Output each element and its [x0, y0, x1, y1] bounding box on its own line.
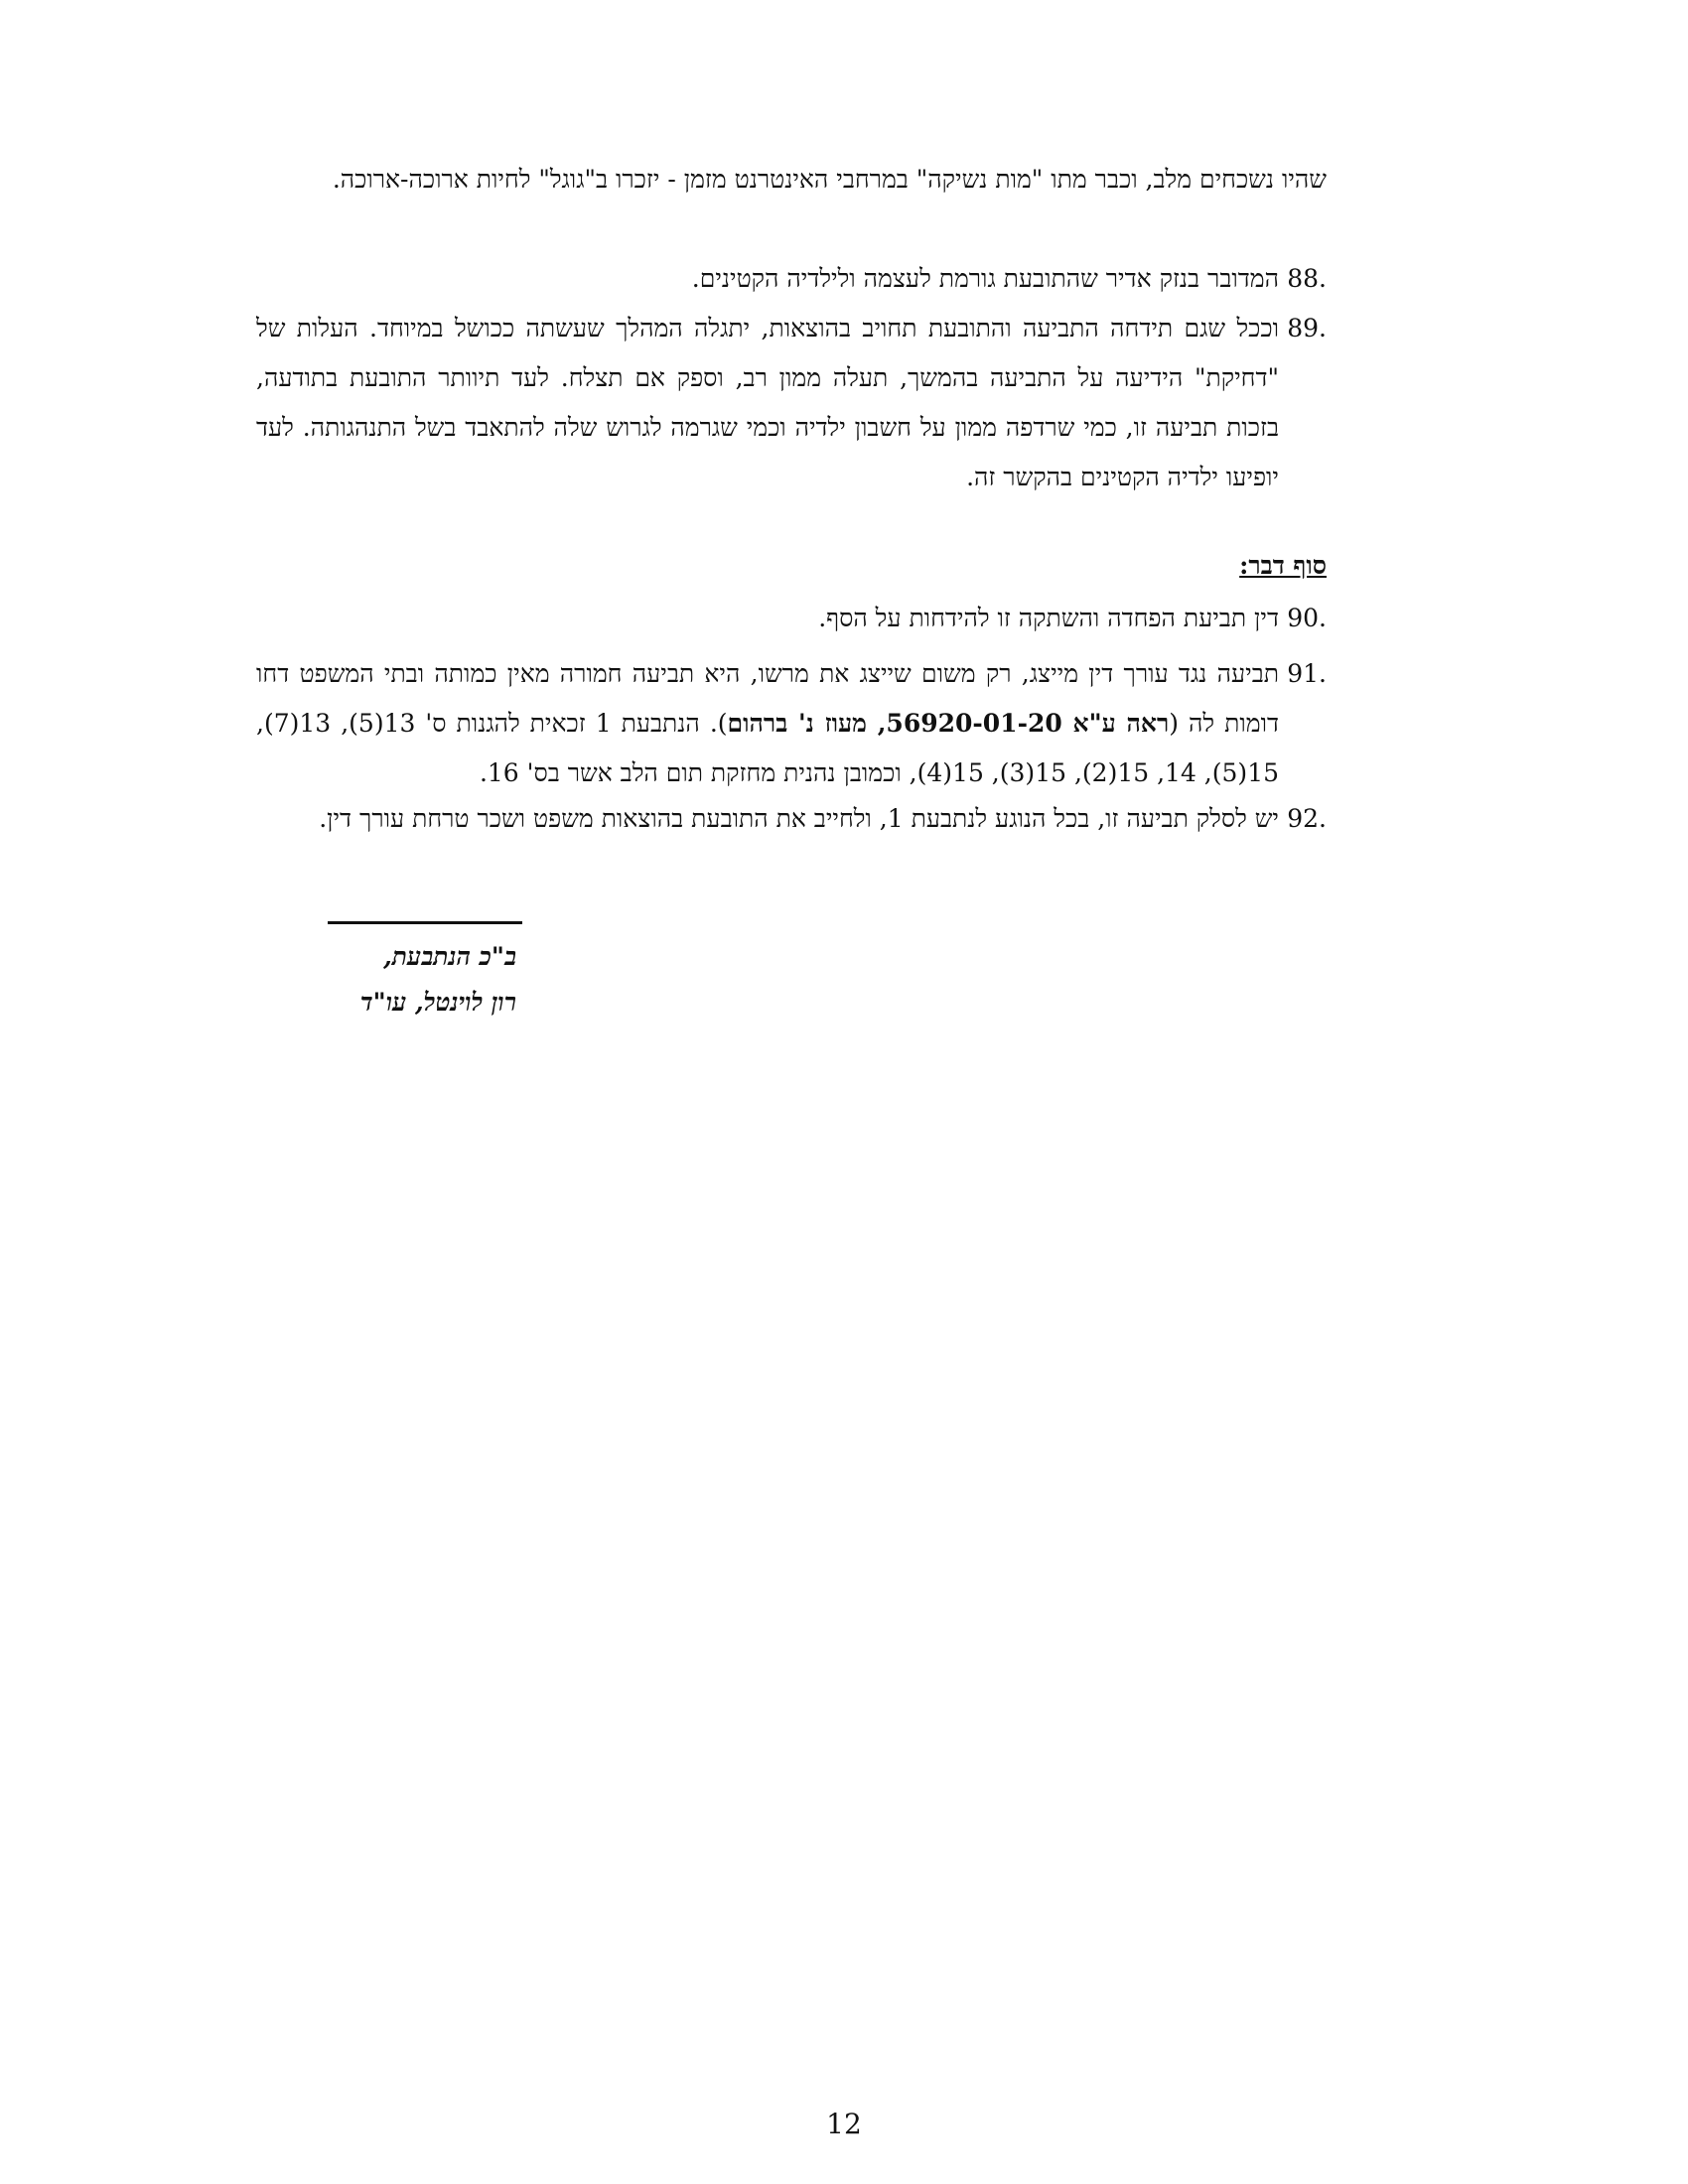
signature-name: רון לוינטל, עו"ד	[359, 988, 516, 1017]
paragraph-text: דין תביעת הפחדה והשתקה זו להידחות על הסף.	[818, 604, 1279, 632]
paragraph-number: 89.	[1287, 314, 1327, 342]
paragraph-88	[256, 254, 1327, 304]
page-number: 12	[826, 2108, 862, 2140]
signature-line	[328, 921, 522, 924]
paragraph-text: יש לסלק תביעה זו, בכל הנוגע לנתבעת 1, ולחייב את התובעת בהוצאות משפט ושכר טרחת עורך דין.	[319, 804, 1279, 833]
paragraph-text: המדובר בנזק אדיר שהתובעת גורמת לעצמה ולילדיה הקטינים.	[691, 264, 1279, 293]
paragraph-number: 90.	[1287, 604, 1327, 632]
paragraph-text: וככל שגם תידחה התביעה והתובעת תחויב בהוצאות, יתגלה המהלך שעשתה ככושל במיוחד. העלות של "דחיקת" הידיעה על התביעה בהמשך, תעלה ממון רב, וספק אם תצלח. לעד תיוותר התובעת בתודעה, בזכות תביעה זו, כמי שרדפה ממון על חשבון ילדיה וכמי שגרמה לגרוש שלה להתאבד בשל התנהגותה. לעד יופיעו ילדיה הקטינים בהקשר זה.	[256, 314, 1279, 491]
paragraph-91	[256, 649, 1327, 798]
paragraph-90	[256, 594, 1327, 643]
case-reference: ראה ע"א 56920-01-20, מעוז נ' ברהום	[727, 709, 1170, 738]
continuation-paragraph	[256, 155, 1327, 205]
section-heading: סוף דבר:	[1239, 551, 1327, 580]
continuation-text: שהיו נשכחים מלב, וכבר מתו "מות נשיקה" במרחבי האינטרנט מזמן - יזכרו ב"גוגל" לחיות ארוכה-ארוכה.	[332, 165, 1327, 194]
paragraph-text-start: תביעה נגד עורך דין מייצג, רק משום שייצג את מרשו, היא תביעה חמורה מאין כמותה ובתי המשפט דחו דומות לה (	[256, 659, 1279, 738]
paragraph-number: 92.	[1287, 804, 1327, 833]
paragraph-text-end: ). הנתבעת 1 זכאית להגנות ס' 13(5), 13(7), 15(5), 14, 15(2), 15(3), 15(4), וכמובן נהנית מחזקת תום הלב אשר בס' 16.	[256, 709, 1279, 787]
paragraph-89	[256, 304, 1327, 502]
paragraph-92	[256, 794, 1327, 844]
signature-on-behalf: ב"כ הנתבעת,	[383, 942, 516, 971]
paragraph-text	[256, 649, 1279, 798]
paragraph-number: 88.	[1287, 264, 1327, 293]
paragraph-number: 91.	[1287, 659, 1327, 688]
